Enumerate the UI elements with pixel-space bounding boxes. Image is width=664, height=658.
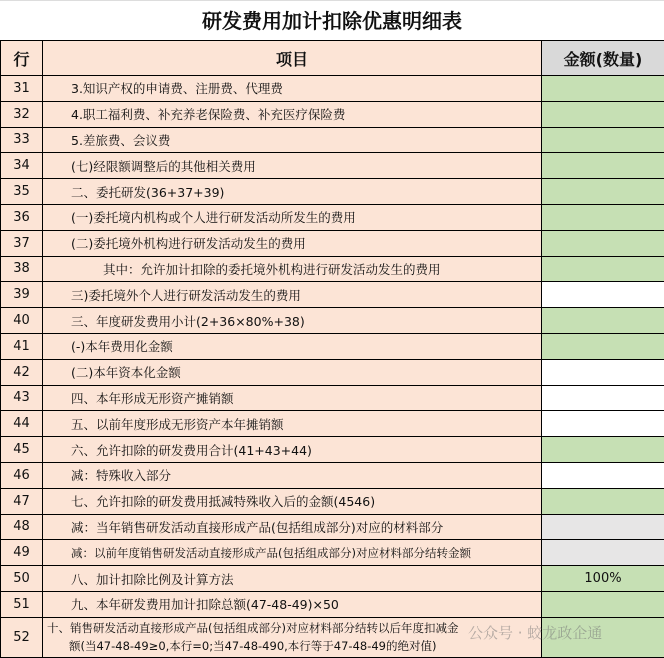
row-amount-cell[interactable] — [542, 514, 664, 540]
table-row — [1, 540, 664, 566]
table-row — [1, 488, 664, 514]
row-number: 38 — [1, 256, 43, 282]
table-row — [1, 127, 664, 153]
row-item: 三)委托境外个人进行研发活动发生的费用 — [43, 282, 542, 308]
row-amount-cell[interactable] — [542, 282, 664, 308]
row-number: 51 — [1, 591, 43, 617]
row-item: (二)本年资本化金额 — [43, 359, 542, 385]
row-amount-cell[interactable] — [542, 359, 664, 385]
row-number: 37 — [1, 230, 43, 256]
table-row — [1, 204, 664, 230]
page-title: 研发费用加计扣除优惠明细表 — [0, 0, 664, 40]
row-amount-cell[interactable] — [542, 179, 664, 205]
row-number: 35 — [1, 179, 43, 205]
row-number: 32 — [1, 101, 43, 127]
row-item: 4.职工福利费、补充养老保险费、补充医疗保险费 — [43, 101, 542, 127]
row-item: 减：特殊收入部分 — [43, 462, 542, 488]
row-amount-cell[interactable]: 100% — [542, 566, 664, 592]
header-row: 行 — [1, 41, 43, 76]
table-row — [1, 76, 664, 102]
row-item-line2: 额(当47-48-49≥0,本行=0;当47-48-490,本行等于47-48-49的绝对值) — [69, 639, 437, 654]
row-number: 46 — [1, 462, 43, 488]
header-amount: 金额(数量) — [542, 41, 664, 76]
row-item: 3.知识产权的申请费、注册费、代理费 — [43, 76, 542, 102]
row-number: 49 — [1, 540, 43, 566]
row-amount-cell[interactable] — [542, 204, 664, 230]
row-item: 九、本年研发费用加计扣除总额(47-48-49)×50 — [43, 591, 542, 617]
row-amount-cell[interactable] — [542, 333, 664, 359]
row-number: 36 — [1, 204, 43, 230]
row-item: 四、本年形成无形资产摊销额 — [43, 385, 542, 411]
row-amount-cell[interactable] — [542, 101, 664, 127]
row-number: 45 — [1, 437, 43, 463]
row-number: 40 — [1, 308, 43, 334]
row-amount-cell[interactable] — [542, 308, 664, 334]
row-number: 44 — [1, 411, 43, 437]
table-header — [1, 41, 664, 76]
row-item: 六、允许扣除的研发费用合计(41+43+44) — [43, 437, 542, 463]
row-number: 48 — [1, 514, 43, 540]
table-row — [1, 385, 664, 411]
watermark: 公众号 · 蛟龙政企通 — [468, 624, 603, 642]
deduction-table — [0, 40, 664, 658]
row-amount-cell[interactable] — [542, 385, 664, 411]
table-row — [1, 333, 664, 359]
row-item: (-)本年费用化金额 — [43, 333, 542, 359]
table-row — [1, 179, 664, 205]
row-number: 47 — [1, 488, 43, 514]
row-item: (一)委托境内机构或个人进行研发活动所发生的费用 — [43, 204, 542, 230]
row-amount-cell[interactable] — [542, 540, 664, 566]
table-row — [1, 591, 664, 617]
row-item: 减：以前年度销售研发活动直接形成产品(包括组成部分)对应材料部分结转金额 — [43, 540, 542, 566]
row-number: 41 — [1, 333, 43, 359]
row-item-line1: 十、销售研发活动直接形成产品(包括组成部分)对应材料部分结转以后年度扣减金 — [47, 621, 459, 636]
row-amount-cell[interactable] — [542, 76, 664, 102]
row-item: (七)经限额调整后的其他相关费用 — [43, 153, 542, 179]
row-amount-cell[interactable] — [542, 591, 664, 617]
row-item — [43, 617, 542, 657]
table-row — [1, 230, 664, 256]
row-number: 43 — [1, 385, 43, 411]
row-item: 三、年度研发费用小计(2+36×80%+38) — [43, 308, 542, 334]
header-item: 项目 — [43, 41, 542, 76]
row-number: 52 — [1, 617, 43, 657]
table-row — [1, 153, 664, 179]
row-item: 五、以前年度形成无形资产本年摊销额 — [43, 411, 542, 437]
table-row — [1, 359, 664, 385]
row-amount-cell[interactable] — [542, 127, 664, 153]
row-amount-cell[interactable] — [542, 153, 664, 179]
row-item: 其中：允许加计扣除的委托境外机构进行研发活动发生的费用 — [43, 256, 542, 282]
row-number: 42 — [1, 359, 43, 385]
table-row — [1, 308, 664, 334]
row-amount-cell[interactable] — [542, 256, 664, 282]
row-number: 39 — [1, 282, 43, 308]
row-number: 33 — [1, 127, 43, 153]
row-item: (二)委托境外机构进行研发活动发生的费用 — [43, 230, 542, 256]
row-amount-cell[interactable] — [542, 437, 664, 463]
row-number: 31 — [1, 76, 43, 102]
row-amount-cell[interactable] — [542, 462, 664, 488]
row-item: 减：当年销售研发活动直接形成产品(包括组成部分)对应的材料部分 — [43, 514, 542, 540]
row-item: 5.差旅费、会议费 — [43, 127, 542, 153]
row-item: 二、委托研发(36+37+39) — [43, 179, 542, 205]
table-row — [1, 566, 664, 592]
row-amount-cell[interactable] — [542, 488, 664, 514]
row-item: 七、允许扣除的研发费用抵减特殊收入后的金额(4546) — [43, 488, 542, 514]
row-amount-cell[interactable] — [542, 230, 664, 256]
table-row — [1, 462, 664, 488]
row-number: 50 — [1, 566, 43, 592]
table-row — [1, 437, 664, 463]
row-number: 34 — [1, 153, 43, 179]
row-item: 八、加计扣除比例及计算方法 — [43, 566, 542, 592]
table-row — [1, 411, 664, 437]
table-row — [1, 514, 664, 540]
table-row — [1, 282, 664, 308]
table-row — [1, 256, 664, 282]
table-row — [1, 101, 664, 127]
row-amount-cell[interactable] — [542, 411, 664, 437]
